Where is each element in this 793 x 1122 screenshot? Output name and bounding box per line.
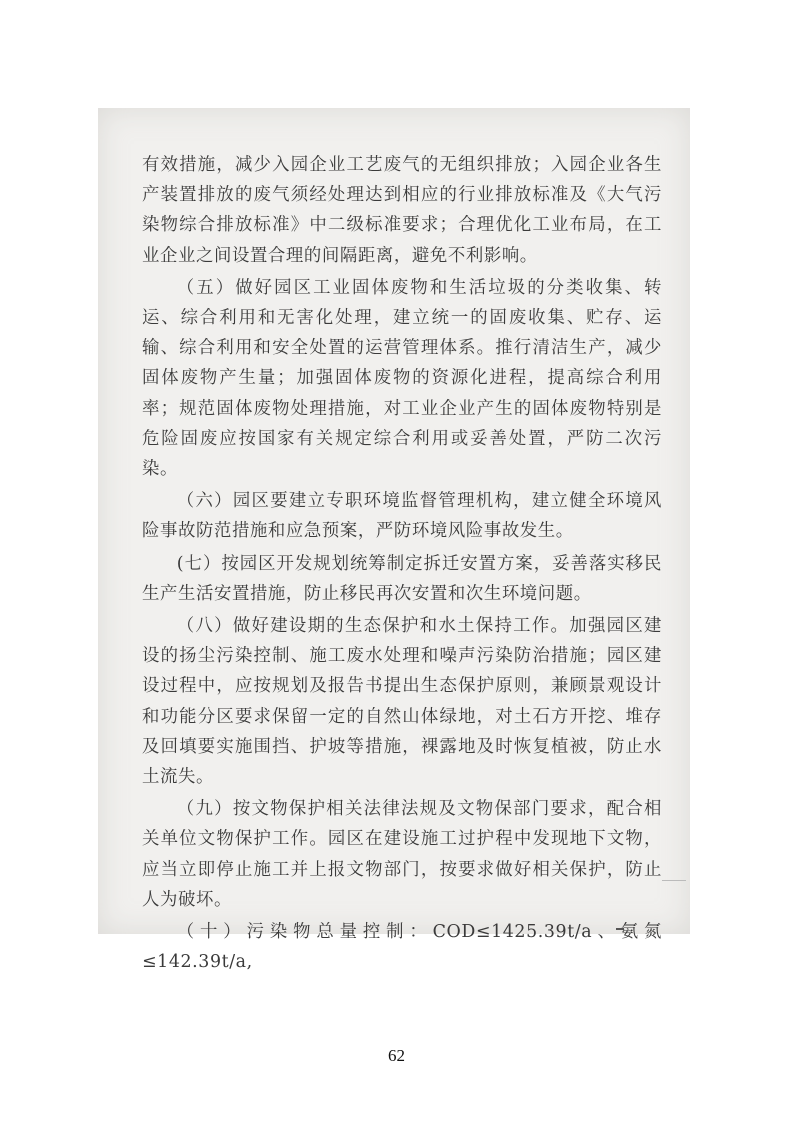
paragraph-item-5: （五）做好园区工业固体废物和生活垃圾的分类收集、转运、综合利用和无害化处理，建立统一的固废收集、贮存、运输、综合利用和安全处置的运营管理体系。推行清洁生产，减少固体废物产生量；加强固体废物的资源化进程，提高综合利用率；规范固体废物处理措施，对工业企业产生的固体废物特别是危险固废应按国家有关规定综合利用或妥善处置，严防二次污染。 bbox=[142, 277, 662, 480]
paragraph-item-6: （六）园区要建立专职环境监督管理机构，建立健全环境风险事故防范措施和应急预案，严防环境风险事故发生。 bbox=[142, 491, 662, 542]
paragraph-item-9: （九）按文物保护相关法律法规及文物保部门要求，配合相关单位文物保护工作。园区在建设施工过护程中发现地下文物，应当立即停止施工并上报文物部门，按要求做好相关保护，防止人为破坏。 bbox=[142, 799, 662, 910]
scan-artifact-line bbox=[662, 880, 686, 881]
paragraph-item-7: (七）按园区开发规划统筹制定拆迁安置方案，妥善落实移民生产生活安置措施，防止移民再次安置和次生环境问题。 bbox=[142, 553, 662, 604]
paragraph-item-10: （十）污染物总量控制：COD≤1425.39t/a、氨氮≤142.39t/a, bbox=[142, 922, 662, 973]
body-text bbox=[142, 150, 662, 977]
paragraph-item-8: （八）做好建设期的生态保护和水土保持工作。加强园区建设的扬尘污染控制、施工废水处理和噪声污染防治措施；园区建设过程中，应按规划及报告书提出生态保护原则，兼顾景观设计和功能分区要求保留一定的自然山体绿地，对土石方开挖、堆存及回填要实施围挡、护坡等措施，裸露地及时恢复植被，防止水土流失。 bbox=[142, 616, 662, 788]
page-number: 62 bbox=[388, 1046, 405, 1065]
paragraph-continuation: 有效措施，减少入园企业工艺废气的无组织排放；入园企业各生产装置排放的废气须经处理达到相应的行业排放标准及《大气污染物综合排放标准》中二级标准要求；合理优化工业布局，在工业企业之间设置合理的间隔距离，避免不利影响。 bbox=[142, 155, 662, 266]
